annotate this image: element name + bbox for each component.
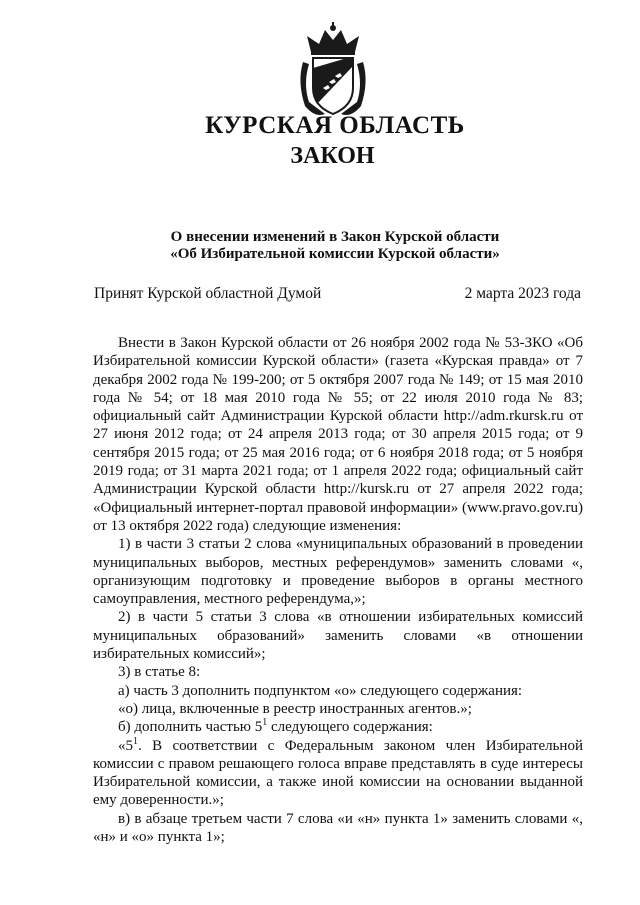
- amendment-item-3c: в) в абзаце третьем части 7 слова «и «н» пункта 1» заменить словами «, «н» и «о» пункта 1»;: [93, 810, 583, 846]
- amendment-item-3a-quote: «о) лица, включенные в реестр иностранных агентов.»;: [118, 700, 472, 717]
- amendment-item-3: 3) в статье 8:: [118, 664, 201, 681]
- amendment-item-3b: б) дополнить частью $5^1$ следующего содержания:: [118, 717, 433, 736]
- adoption-row: [94, 285, 581, 303]
- adopted-by: Принят Курской областной Думой: [94, 285, 322, 302]
- law-subject: [0, 229, 640, 263]
- law-body: [93, 334, 583, 846]
- adoption-date: 2 марта 2023 года: [464, 285, 581, 302]
- amendment-item-2: 2) в части 5 статьи 3 слова «в отношении избирательных комиссий муниципальных образований» заменить словами «в отношении избирательных комиссий»;: [93, 609, 583, 663]
- document-type: ЗАКОН: [290, 143, 375, 169]
- kursk-coat-of-arms-icon: [295, 22, 371, 120]
- amendment-item-3b-quote: «$5^1$. В соответствии с Федеральным законом член Избирательной комиссии с правом решающего голоса вправе представлять в суде интересы Избирательной комиссии, а также иной комиссии на основании выданной ему доверенности.»;: [93, 735, 584, 809]
- region-title: КУРСКАЯ ОБЛАСТЬ: [205, 112, 465, 139]
- amendment-item-1: 1) в части 3 статьи 2 слова «муниципальных образований в проведении муниципальных выборов, местных референдумов» заменить словами «, организующим подготовку и проведение выборов в органы местного самоуправления, местного референдума,»;: [93, 536, 584, 608]
- intro-paragraph: Внести в Закон Курской области от 26 ноября 2002 года № 53-ЗКО «Об Избирательной комиссии Курской области» (газета «Курская правда» от 7 декабря 2002 года № 199-200; от 5 октября 2007 года № 149; от 15 мая 2010 года № 54; от 18 мая 2010 года № 55; от 22 июля 2010 года № 83; официальный сайт Администрации Курской области http://adm.rkursk.ru от 27 июня 2012 года; от 24 апреля 2013 года; от 30 апреля 2015 года; от 9 сентября 2015 года; от 25 мая 2016 года; от 6 ноября 2018 года; от 5 ноября 2019 года; от 31 марта 2021 года; от 1 апреля 2022 года; официальный сайт Администрации Курской области http://kursk.ru от 27 апреля 2022 года; «Официальный интернет-портал правовой информации» (www.pravo.gov.ru) от 13 октября 2022 года) следующие изменения:: [93, 335, 584, 534]
- subject-line: О внесении изменений в Закон Курской области: [170, 229, 500, 245]
- subject-line: «Об Избирательной комиссии Курской области»: [170, 246, 500, 262]
- amendment-item-3a: а) часть 3 дополнить подпунктом «о» следующего содержания:: [118, 682, 523, 699]
